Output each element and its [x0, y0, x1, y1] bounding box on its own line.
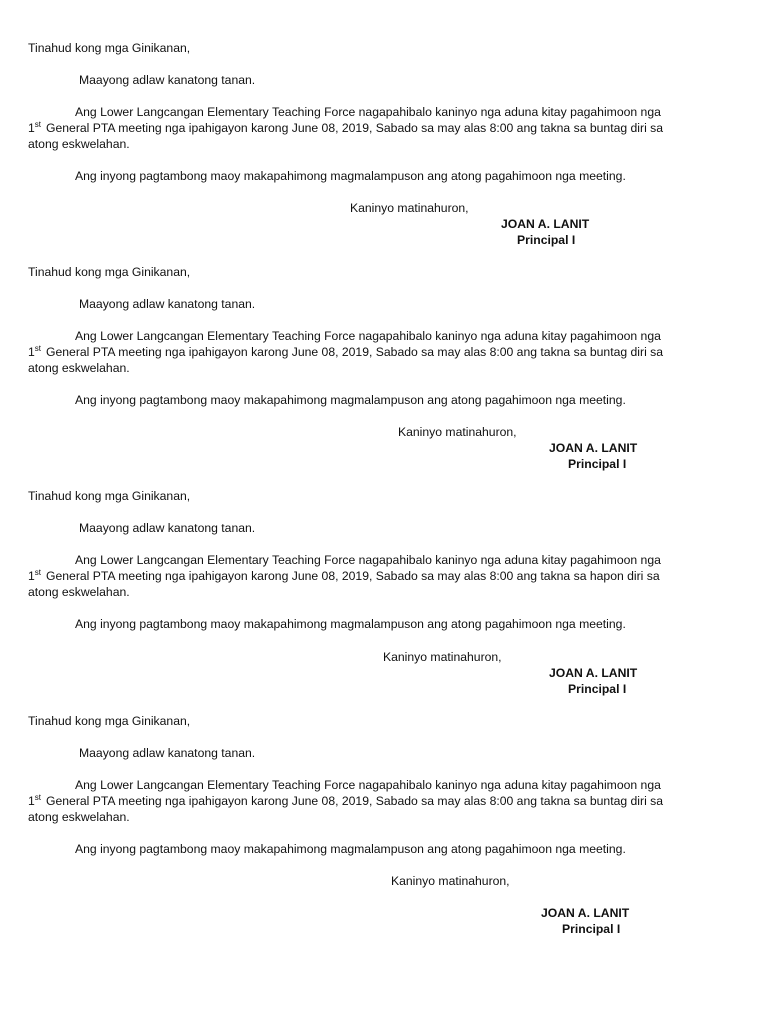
ordinal-number: 1	[28, 345, 35, 359]
salutation: Tinahud kong mga Ginikanan,	[28, 265, 191, 279]
signatory-name: JOAN A. LANIT	[541, 906, 630, 920]
ordinal-number: 1	[28, 794, 35, 808]
body-line-2-text: General PTA meeting nga ipahigayon karong June 08, 2019, Sabado sa may alas 8:00 ang takna sa buntag diri sa	[46, 345, 664, 359]
body-line-2	[28, 344, 663, 360]
salutation: Tinahud kong mga Ginikanan,	[28, 41, 191, 55]
greeting: Maayong adlaw kanatong tanan.	[79, 746, 256, 760]
sign-off: Kaninyo matinahuron,	[398, 425, 517, 439]
body-line-3: atong eskwelahan.	[28, 585, 130, 599]
ordinal-suffix: st	[34, 120, 42, 129]
greeting: Maayong adlaw kanatong tanan.	[79, 521, 256, 535]
body-line-2-text: General PTA meeting nga ipahigayon karong June 08, 2019, Sabado sa may alas 8:00 ang takna sa buntag diri sa	[46, 121, 664, 135]
notice-4	[0, 713, 768, 938]
closing-paragraph: Ang inyong pagtambong maoy makapahimong magmalampuson ang atong pagahimoon nga meeting.	[75, 393, 626, 407]
ordinal-suffix: st	[34, 344, 42, 353]
salutation: Tinahud kong mga Ginikanan,	[28, 489, 191, 503]
salutation: Tinahud kong mga Ginikanan,	[28, 714, 191, 728]
body-line-1: Ang Lower Langcangan Elementary Teaching Force nagapahibalo kaninyo nga aduna kitay pagahimoon nga	[75, 553, 661, 567]
body-line-3: atong eskwelahan.	[28, 137, 130, 151]
body-line-1: Ang Lower Langcangan Elementary Teaching Force nagapahibalo kaninyo nga aduna kitay pagahimoon nga	[75, 778, 661, 792]
notice-2	[0, 264, 768, 489]
sign-off: Kaninyo matinahuron,	[350, 201, 469, 215]
closing-paragraph: Ang inyong pagtambong maoy makapahimong magmalampuson ang atong pagahimoon nga meeting.	[75, 617, 626, 631]
body-line-2-text: General PTA meeting nga ipahigayon karong June 08, 2019, Sabado sa may alas 8:00 ang takna sa hapon diri sa	[46, 569, 660, 583]
signatory-title: Principal I	[568, 682, 627, 696]
sign-off: Kaninyo matinahuron,	[391, 874, 510, 888]
ordinal-number: 1	[28, 569, 35, 583]
body-line-2	[28, 120, 663, 136]
ordinal-number: 1	[28, 121, 35, 135]
body-line-1: Ang Lower Langcangan Elementary Teaching Force nagapahibalo kaninyo nga aduna kitay pagahimoon nga	[75, 329, 661, 343]
body-line-2	[28, 793, 663, 809]
signatory-title: Principal I	[568, 457, 627, 471]
closing-paragraph: Ang inyong pagtambong maoy makapahimong magmalampuson ang atong pagahimoon nga meeting.	[75, 169, 626, 183]
signatory-title: Principal I	[562, 922, 621, 936]
signatory-name: JOAN A. LANIT	[549, 441, 638, 455]
body-line-3: atong eskwelahan.	[28, 361, 130, 375]
ordinal-suffix: st	[34, 568, 42, 577]
body-line-3: atong eskwelahan.	[28, 810, 130, 824]
body-line-2	[28, 568, 660, 584]
body-line-2-text: General PTA meeting nga ipahigayon karong June 08, 2019, Sabado sa may alas 8:00 ang takna sa buntag diri sa	[46, 794, 664, 808]
greeting: Maayong adlaw kanatong tanan.	[79, 297, 256, 311]
notice-1	[0, 40, 768, 265]
notice-3	[0, 488, 768, 713]
ordinal-suffix: st	[34, 793, 42, 802]
body-line-1: Ang Lower Langcangan Elementary Teaching Force nagapahibalo kaninyo nga aduna kitay pagahimoon nga	[75, 105, 661, 119]
signatory-name: JOAN A. LANIT	[549, 666, 638, 680]
signatory-title: Principal I	[517, 233, 576, 247]
greeting: Maayong adlaw kanatong tanan.	[79, 73, 256, 87]
signatory-name: JOAN A. LANIT	[501, 217, 590, 231]
sign-off: Kaninyo matinahuron,	[383, 650, 502, 664]
closing-paragraph: Ang inyong pagtambong maoy makapahimong magmalampuson ang atong pagahimoon nga meeting.	[75, 842, 626, 856]
